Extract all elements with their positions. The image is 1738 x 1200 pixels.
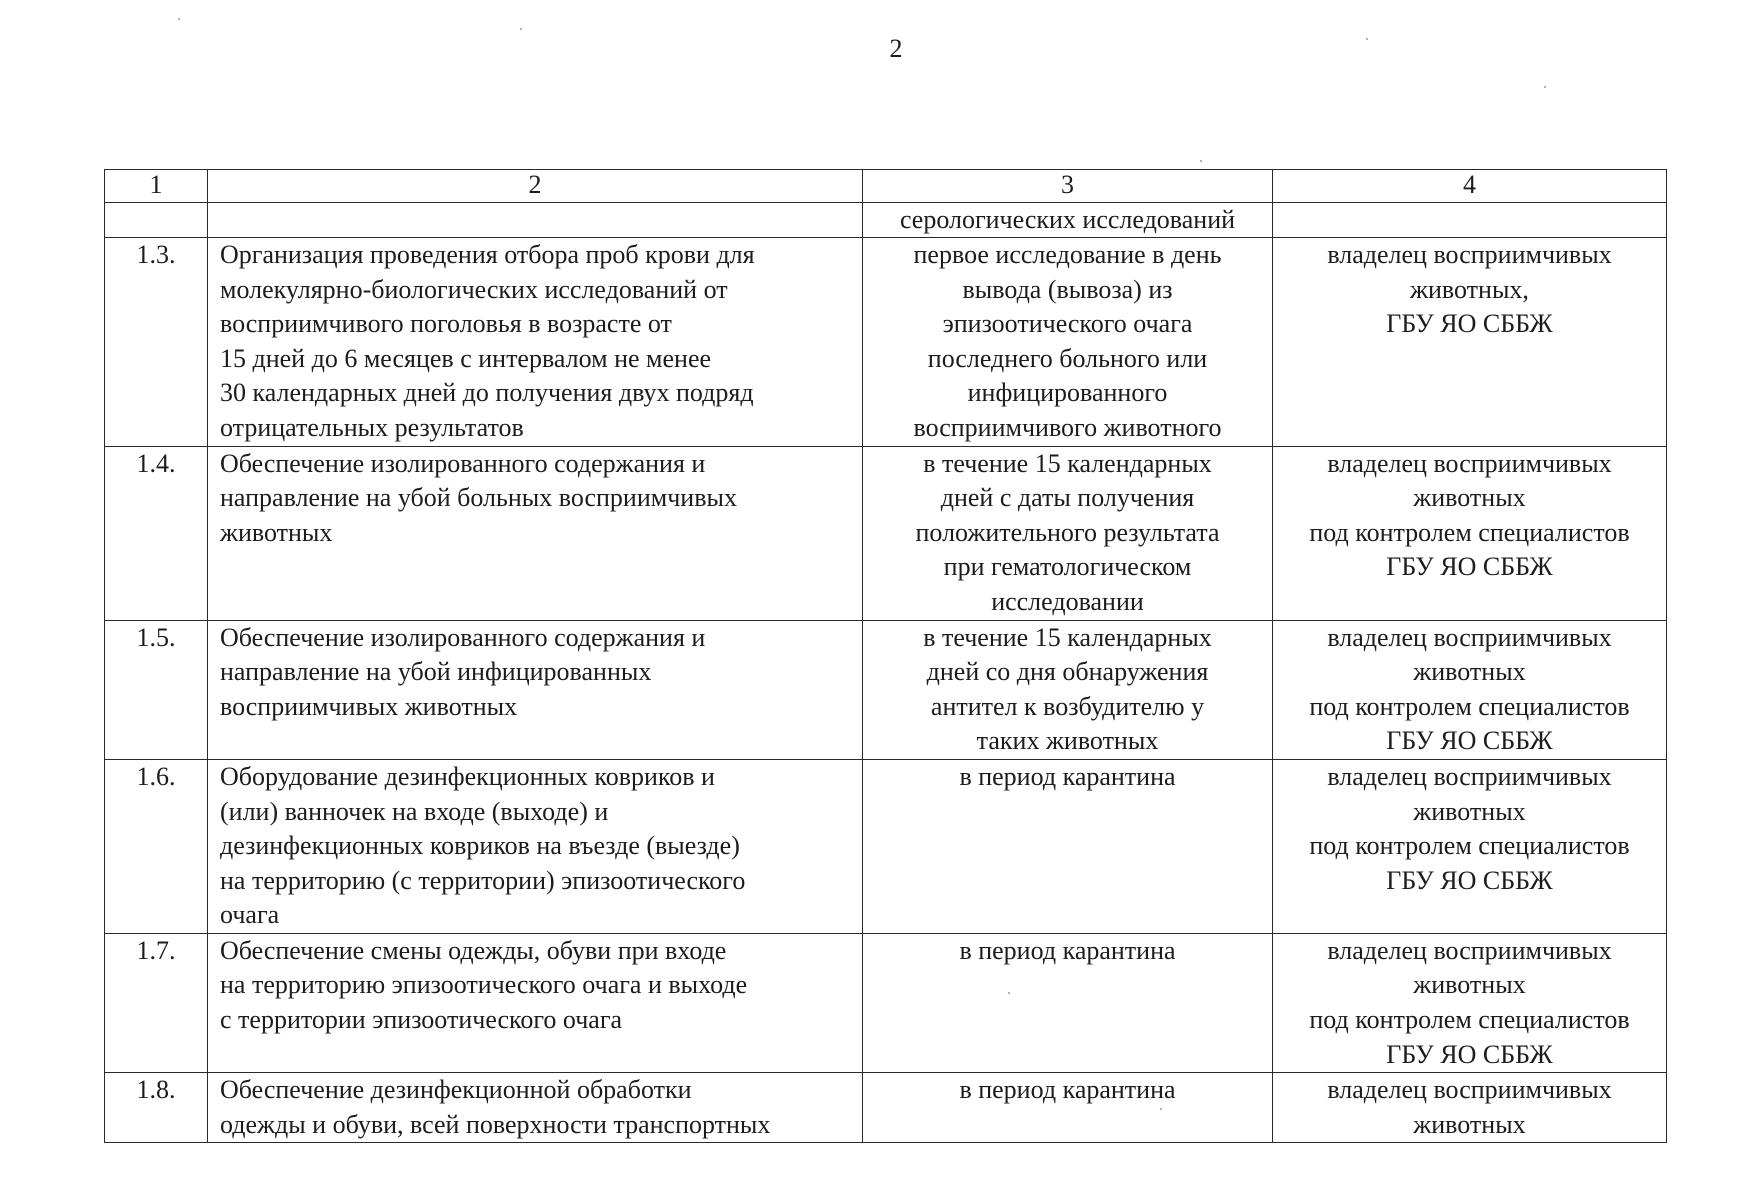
term-cell: первое исследование в день вывода (вывоза) из эпизоотического очага последнего больного или инфицированного восприимчивого животного	[863, 238, 1273, 447]
table-row	[105, 446, 1667, 620]
header-cell-1: 1	[105, 170, 208, 203]
responsible-cell: владелец восприимчивых животных под контролем специалистов ГБУ ЯО СББЖ	[1273, 446, 1667, 620]
term-cell: в период карантина	[863, 759, 1273, 933]
table-row	[105, 238, 1667, 447]
measure-cell: Обеспечение изолированного содержания и направление на убой больных восприимчивых животных	[208, 446, 863, 620]
responsible-cell: владелец восприимчивых животных	[1273, 1073, 1667, 1143]
measure-cell: Обеспечение смены одежды, обуви при входе на территорию эпизоотического очага и выходе с территории эпизоотического очага	[208, 933, 863, 1072]
measures-table	[104, 169, 1667, 1143]
measure-cell: Организация проведения отбора проб крови для молекулярно-биологических исследований от восприимчивого поголовья в возрасте от 15 дней до 6 месяцев с интервалом не менее 30 календарных дней до получения двух подряд отрицательных результатов	[208, 238, 863, 447]
scan-speck	[1008, 992, 1010, 994]
table-header-row	[105, 170, 1667, 203]
header-cell-4: 4	[1273, 170, 1667, 203]
measure-cell: Обеспечение дезинфекционной обработки одежды и обуви, всей поверхности транспортных	[208, 1073, 863, 1143]
term-cell: в течение 15 календарных дней со дня обнаружения антител к возбудителю у таких животных	[863, 620, 1273, 759]
row-number: 1.5.	[105, 620, 208, 759]
header-cell-3: 3	[863, 170, 1273, 203]
term-cell: в период карантина	[863, 1073, 1273, 1143]
scan-speck	[1366, 38, 1368, 40]
row-number	[105, 203, 208, 238]
row-number: 1.7.	[105, 933, 208, 1072]
scan-speck	[1544, 86, 1546, 88]
scan-speck	[178, 18, 180, 20]
scan-speck	[1160, 1108, 1162, 1110]
row-number: 1.6.	[105, 759, 208, 933]
table-row	[105, 620, 1667, 759]
responsible-cell: владелец восприимчивых животных под контролем специалистов ГБУ ЯО СББЖ	[1273, 759, 1667, 933]
table-row	[105, 933, 1667, 1072]
responsible-cell: владелец восприимчивых животных под контролем специалистов ГБУ ЯО СББЖ	[1273, 620, 1667, 759]
responsible-cell: владелец восприимчивых животных под контролем специалистов ГБУ ЯО СББЖ	[1273, 933, 1667, 1072]
header-cell-2: 2	[208, 170, 863, 203]
scan-speck	[520, 28, 522, 30]
scan-speck	[1200, 160, 1202, 162]
term-cell: серологических исследований	[863, 203, 1273, 238]
table-row	[105, 1073, 1667, 1143]
measure-cell	[208, 203, 863, 238]
responsible-cell: владелец восприимчивых животных, ГБУ ЯО СББЖ	[1273, 238, 1667, 447]
term-cell: в период карантина	[863, 933, 1273, 1072]
table-row	[105, 759, 1667, 933]
row-number: 1.8.	[105, 1073, 208, 1143]
measure-cell: Оборудование дезинфекционных ковриков и (или) ванночек на входе (выходе) и дезинфекционных ковриков на въезде (выезде) на территорию (с территории) эпизоотического очага	[208, 759, 863, 933]
term-cell: в течение 15 календарных дней с даты получения положительного результата при гематологическом исследовании	[863, 446, 1273, 620]
measure-cell: Обеспечение изолированного содержания и направление на убой инфицированных восприимчивых животных	[208, 620, 863, 759]
table-row-continuation	[105, 203, 1667, 238]
page-number: 2	[889, 34, 903, 63]
row-number: 1.3.	[105, 238, 208, 447]
row-number: 1.4.	[105, 446, 208, 620]
responsible-cell	[1273, 203, 1667, 238]
